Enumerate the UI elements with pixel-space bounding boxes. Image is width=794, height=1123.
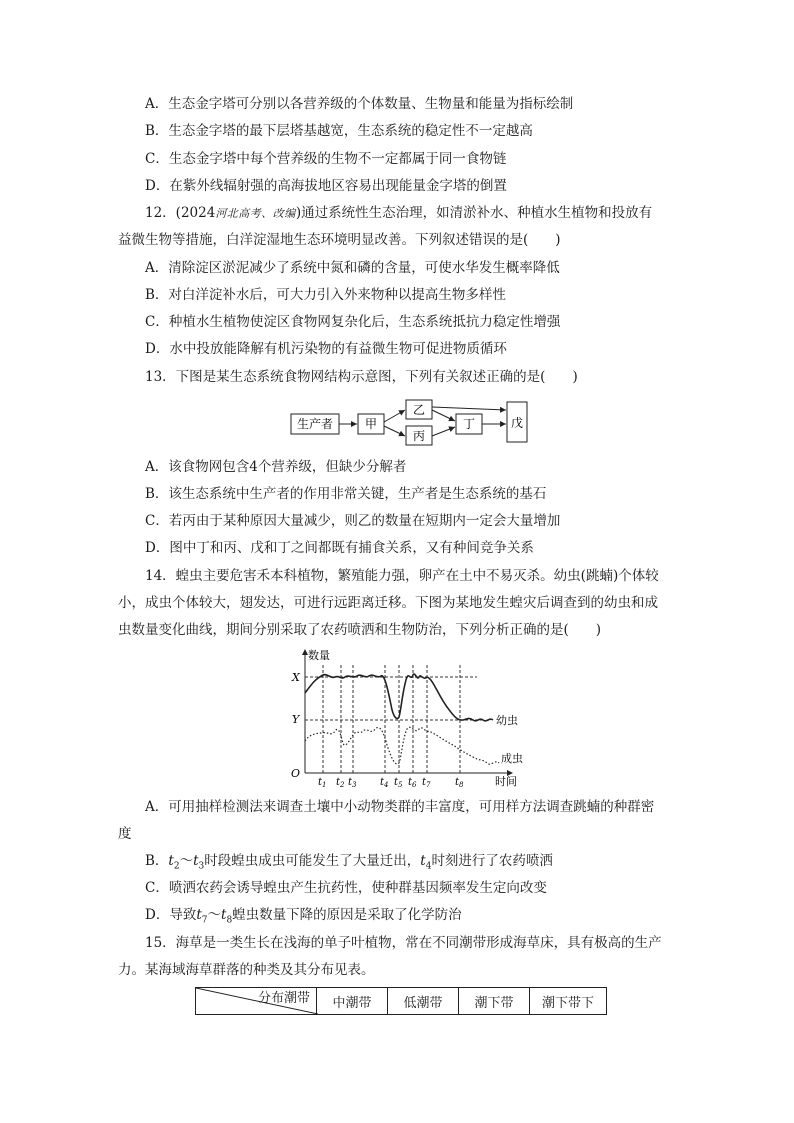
table-header-cell: 潮下带 — [459, 988, 530, 1015]
table-header-row — [196, 988, 607, 1015]
adult-series-label: 成虫 — [501, 752, 523, 765]
q14-stem-line2: 小，成虫个体较大，翅发达，可进行远距离迁移。下图为某地发生蝗灾后调查到的幼虫和成 — [118, 595, 658, 611]
t3-label: $t_3$ — [348, 777, 357, 787]
q11-option-d: D．在紫外线辐射强的高海拔地区容易出现能量金字塔的倒置 — [145, 178, 507, 194]
header-diagonal-cell — [196, 988, 317, 1015]
t7-label: $t_7$ — [422, 777, 431, 787]
table-header-cell: 中潮带 — [317, 988, 388, 1015]
table-header-cell: 低潮带 — [388, 988, 459, 1015]
bing-label: 丙 — [412, 429, 426, 443]
q12-text1: )通过系统性生态治理，如清淤补水、种植水生植物和投放有 — [295, 205, 653, 221]
larva-series-label: 幼虫 — [496, 714, 518, 727]
t6-label: $t_6$ — [408, 777, 417, 787]
yi-label: 乙 — [412, 403, 426, 417]
origin-label: O — [291, 767, 301, 780]
t4-label: $t_4$ — [380, 777, 389, 787]
locust-population-chart — [287, 645, 527, 787]
level-x-label: X — [292, 671, 300, 684]
q12-stem-line2: 益微生物等措施，白洋淀湿地生态环境明显改善。下列叙述错误的是( ) — [118, 232, 561, 248]
ding-label: 丁 — [462, 417, 476, 431]
q13-stem: 13．下图是某生态系统食物网结构示意图，下列有关叙述正确的是( ) — [145, 369, 578, 385]
t8-label: $t_8$ — [455, 777, 464, 787]
level-y-label: Y — [292, 713, 300, 726]
x-axis-label: 时间 — [495, 775, 517, 787]
t1-label: $t_1$ — [318, 777, 327, 787]
q15-stem-line1: 15．海草是一类生长在浅海的单子叶植物，常在不同潮带形成海草床，具有极高的生产 — [145, 935, 662, 951]
food-web-diagram — [285, 396, 530, 448]
q15-stem-line2: 力。某海域海草群落的种类及其分布见表。 — [118, 962, 375, 978]
t2-label: $t_2$ — [336, 777, 345, 787]
t5-label: $t_5$ — [394, 777, 403, 787]
q13-option-c: C．若丙由于某种原因大量减少，则乙的数量在短期内一定会大量增加 — [145, 513, 561, 529]
time-markers — [323, 665, 460, 773]
q14-option-d: D．导致$t_7\sim t_8$蝗虫数量下降的原因是采取了化学防治 — [145, 907, 462, 926]
q12-stem-line1 — [145, 204, 652, 223]
q12-option-b: B．对白洋淀补水后，可大力引入外来物种以提高生物多样性 — [145, 287, 506, 303]
q14-stem-line1: 14．蝗虫主要危害禾本科植物，繁殖能力强，卵产在土中不易灭杀。幼虫(跳蝻)个体较 — [145, 568, 659, 584]
producer-label: 生产者 — [296, 417, 334, 431]
q14-option-a-line1: A．可用抽样检测法来调查土壤中小动物类群的丰富度，可用样方法调查跳蝻的种群密 — [145, 799, 655, 815]
q13-option-b: B．该生态系统中生产者的作用非常关键，生产者是生态系统的基石 — [145, 486, 547, 502]
q12-option-c: C．种植水生植物使淀区食物网复杂化后，生态系统抵抗力稳定性增强 — [145, 314, 561, 330]
adult-curve — [305, 727, 499, 764]
q14-option-a-line2: 度 — [118, 826, 132, 842]
wu-label: 戊 — [510, 416, 524, 430]
q14-option-c: C．喷洒农药会诱导蝗虫产生抗药性，使种群基因频率发生定向改变 — [145, 880, 547, 896]
y-axis-label: 数量 — [308, 649, 330, 662]
q12-source: 河北高考、改编 — [215, 207, 296, 220]
q11-option-c: C．生态金字塔中每个营养级的生物不一定都属于同一食物链 — [145, 151, 507, 167]
seagrass-distribution-table — [195, 987, 607, 1015]
jia-label: 甲 — [364, 417, 378, 431]
q12-option-a: A．清除淀区淤泥减少了系统中氮和磷的含量，可使水华发生概率降低 — [145, 260, 560, 276]
q14-option-b: B．$t_2\sim t_3$时段蝗虫成虫可能发生了大量迁出，$t_4$时刻进行了农药喷洒 — [145, 853, 553, 872]
table-header-cell: 潮下带下 — [530, 988, 607, 1015]
time-tick-labels — [318, 777, 464, 787]
q13-option-d: D．图中丁和丙、戊和丁之间都既有捕食关系，又有种间竞争关系 — [145, 540, 534, 556]
q13-option-a: A．该食物网包含4个营养级，但缺少分解者 — [145, 459, 407, 475]
q14-stem-line3: 虫数量变化曲线，期间分别采取了农药喷洒和生物防治，下列分析正确的是( ) — [118, 622, 602, 638]
header-diagonal-label: 分布潮带 — [257, 990, 310, 1006]
q11-option-a: A．生态金字塔可分别以各营养级的个体数量、生物量和能量为指标绘制 — [145, 96, 574, 112]
q12-number: 12．(2024 — [145, 205, 216, 221]
q11-option-b: B．生态金字塔的最下层塔基越宽，生态系统的稳定性不一定越高 — [145, 123, 533, 139]
q12-option-d: D．水中投放能降解有机污染物的有益微生物可促进物质循环 — [145, 341, 507, 357]
